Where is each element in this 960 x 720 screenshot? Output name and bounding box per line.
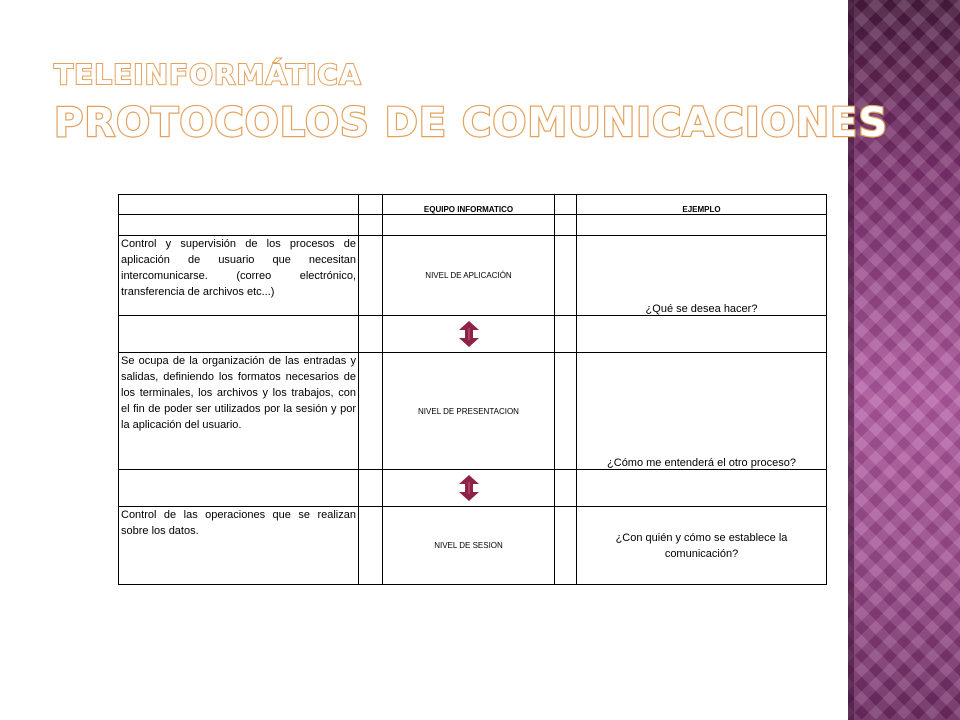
double-arrow-icon <box>459 321 479 347</box>
protocol-layers-table <box>118 194 827 585</box>
table-row <box>119 353 827 470</box>
header-ejemplo: EJEMPLO <box>577 195 827 215</box>
slide-title: TELEINFORMÁTICA <box>54 58 362 91</box>
table-spacer-row <box>119 215 827 236</box>
layer-example: ¿Cómo me entenderá el otro proceso? <box>577 353 827 470</box>
table-header-row <box>119 195 827 215</box>
table-cell <box>359 195 383 215</box>
table-cell <box>119 195 359 215</box>
table-row <box>119 236 827 316</box>
layer-example: ¿Qué se desea hacer? <box>577 236 827 316</box>
arrow-row <box>119 316 827 353</box>
layer-description: Control de las operaciones que se realizan sobre los datos. <box>119 507 359 585</box>
layer-example: ¿Con quién y cómo se establece la comunicación? <box>577 507 827 585</box>
header-equipo-informatico: EQUIPO INFORMATICO <box>383 195 555 215</box>
layer-name: NIVEL DE PRESENTACION <box>383 353 555 470</box>
layer-name: NIVEL DE SESION <box>383 507 555 585</box>
layer-description: Control y supervisión de los procesos de aplicación de usuario que necesitan intercomunicarse. (correo electrónico, transferencia de archivos etc...) <box>119 236 359 316</box>
layer-name: NIVEL DE APLICACIÓN <box>383 236 555 316</box>
layer-description: Se ocupa de la organización de las entradas y salidas, definiendo los formatos necesarios de los terminales, los archivos y los trabajos, con el fin de poder ser utilizados por la sesión y por la aplicación del usuario. <box>119 353 359 470</box>
double-arrow-icon <box>459 475 479 501</box>
slide-subtitle: PROTOCOLOS DE COMUNICACIONES <box>54 100 889 146</box>
table-cell <box>555 195 577 215</box>
arrow-row <box>119 470 827 507</box>
table-row <box>119 507 827 585</box>
